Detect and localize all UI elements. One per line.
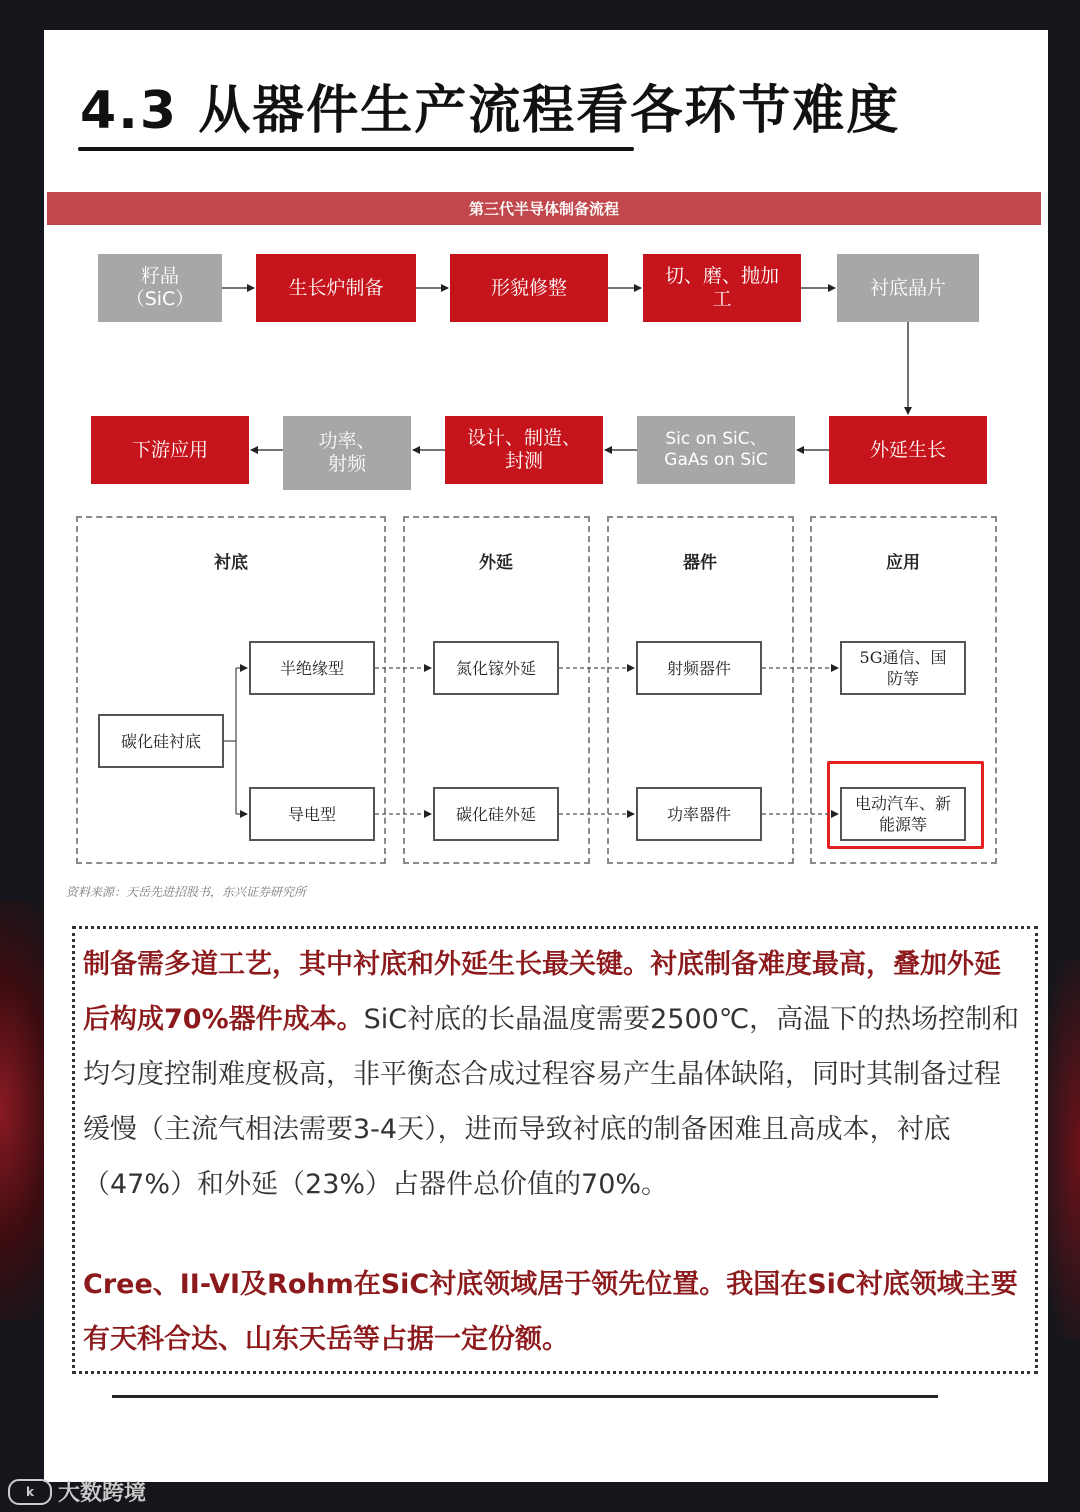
watermark-text: 大数跨境 [58,1481,147,1506]
sic-substrate-box: 碳化硅衬底 [98,714,224,768]
paragraph-1 [83,937,1027,1212]
flow-step-seed-crystal: 籽晶 （SiC） [98,254,222,322]
flow-step-power-rf: 功率、 射频 [283,416,411,490]
title-underline [78,147,634,151]
ev-energy-box: 电动汽车、新 能源等 [840,787,966,841]
paragraph-1-body: SiC衬底的长晶温度需要2500℃，高温下的热场控制和均匀度控制难度极高，非平衡态合成过程容易产生晶体缺陷，同时其制备过程缓慢（主流气相法需要3-4天），进而导致衬底的制备困难且高成本，衬底（47%）和外延（23%）占器件总价值的70%。 [83,1004,1020,1200]
flow-banner: 第三代半导体制备流程 [47,192,1041,225]
flow-step-downstream: 下游应用 [91,416,249,484]
flow-step-wafer: 衬底晶片 [837,254,979,322]
watermark-logo [8,1476,146,1507]
conductive-box: 导电型 [249,787,375,841]
panel-title-device: 器件 [683,553,717,573]
rf-device-box: 射频器件 [636,641,762,695]
flow-step-furnace: 生长炉制备 [256,254,416,322]
panel-title-application: 应用 [886,553,920,573]
source-note: 资料来源：天岳先进招股书，东兴证券研究所 [66,885,307,899]
page-title: 4.3 从器件生产流程看各环节难度 [80,81,901,141]
flow-step-design-fab: 设计、制造、 封测 [445,416,603,484]
flow-step-epitaxy: 外延生长 [829,416,987,484]
semi-insulating-box: 半绝缘型 [249,641,375,695]
5g-defense-box: 5G通信、国 防等 [840,641,966,695]
gan-epitaxy-box: 氮化镓外延 [433,641,559,695]
text-box [72,926,1038,1374]
flow-step-sic-gaas: Sic on SiC、 GaAs on SiC [637,416,795,484]
slide-card [44,30,1048,1482]
power-device-box: 功率器件 [636,787,762,841]
panel-title-substrate: 衬底 [214,553,248,573]
flow-step-cutting: 切、磨、抛加 工 [643,254,801,322]
watermark-icon: k [8,1479,52,1505]
paragraph-1-emphasis: 制备需多道工艺，其中衬底和外延生长最关键。衬底制备难度最高，叠加外延后构成70%器件成本。 [83,949,1001,1035]
flow-step-shaping: 形貌修整 [450,254,608,322]
paragraph-2: Cree、II-VI及Rohm在SiC衬底领域居于领先位置。我国在SiC衬底领域主要有天科合达、山东天岳等占据一定份额。 [83,1269,1018,1355]
sic-epitaxy-box: 碳化硅外延 [433,787,559,841]
bottom-rule [112,1395,938,1398]
panel-title-epitaxy: 外延 [479,553,513,573]
highlight-frame [827,761,984,849]
